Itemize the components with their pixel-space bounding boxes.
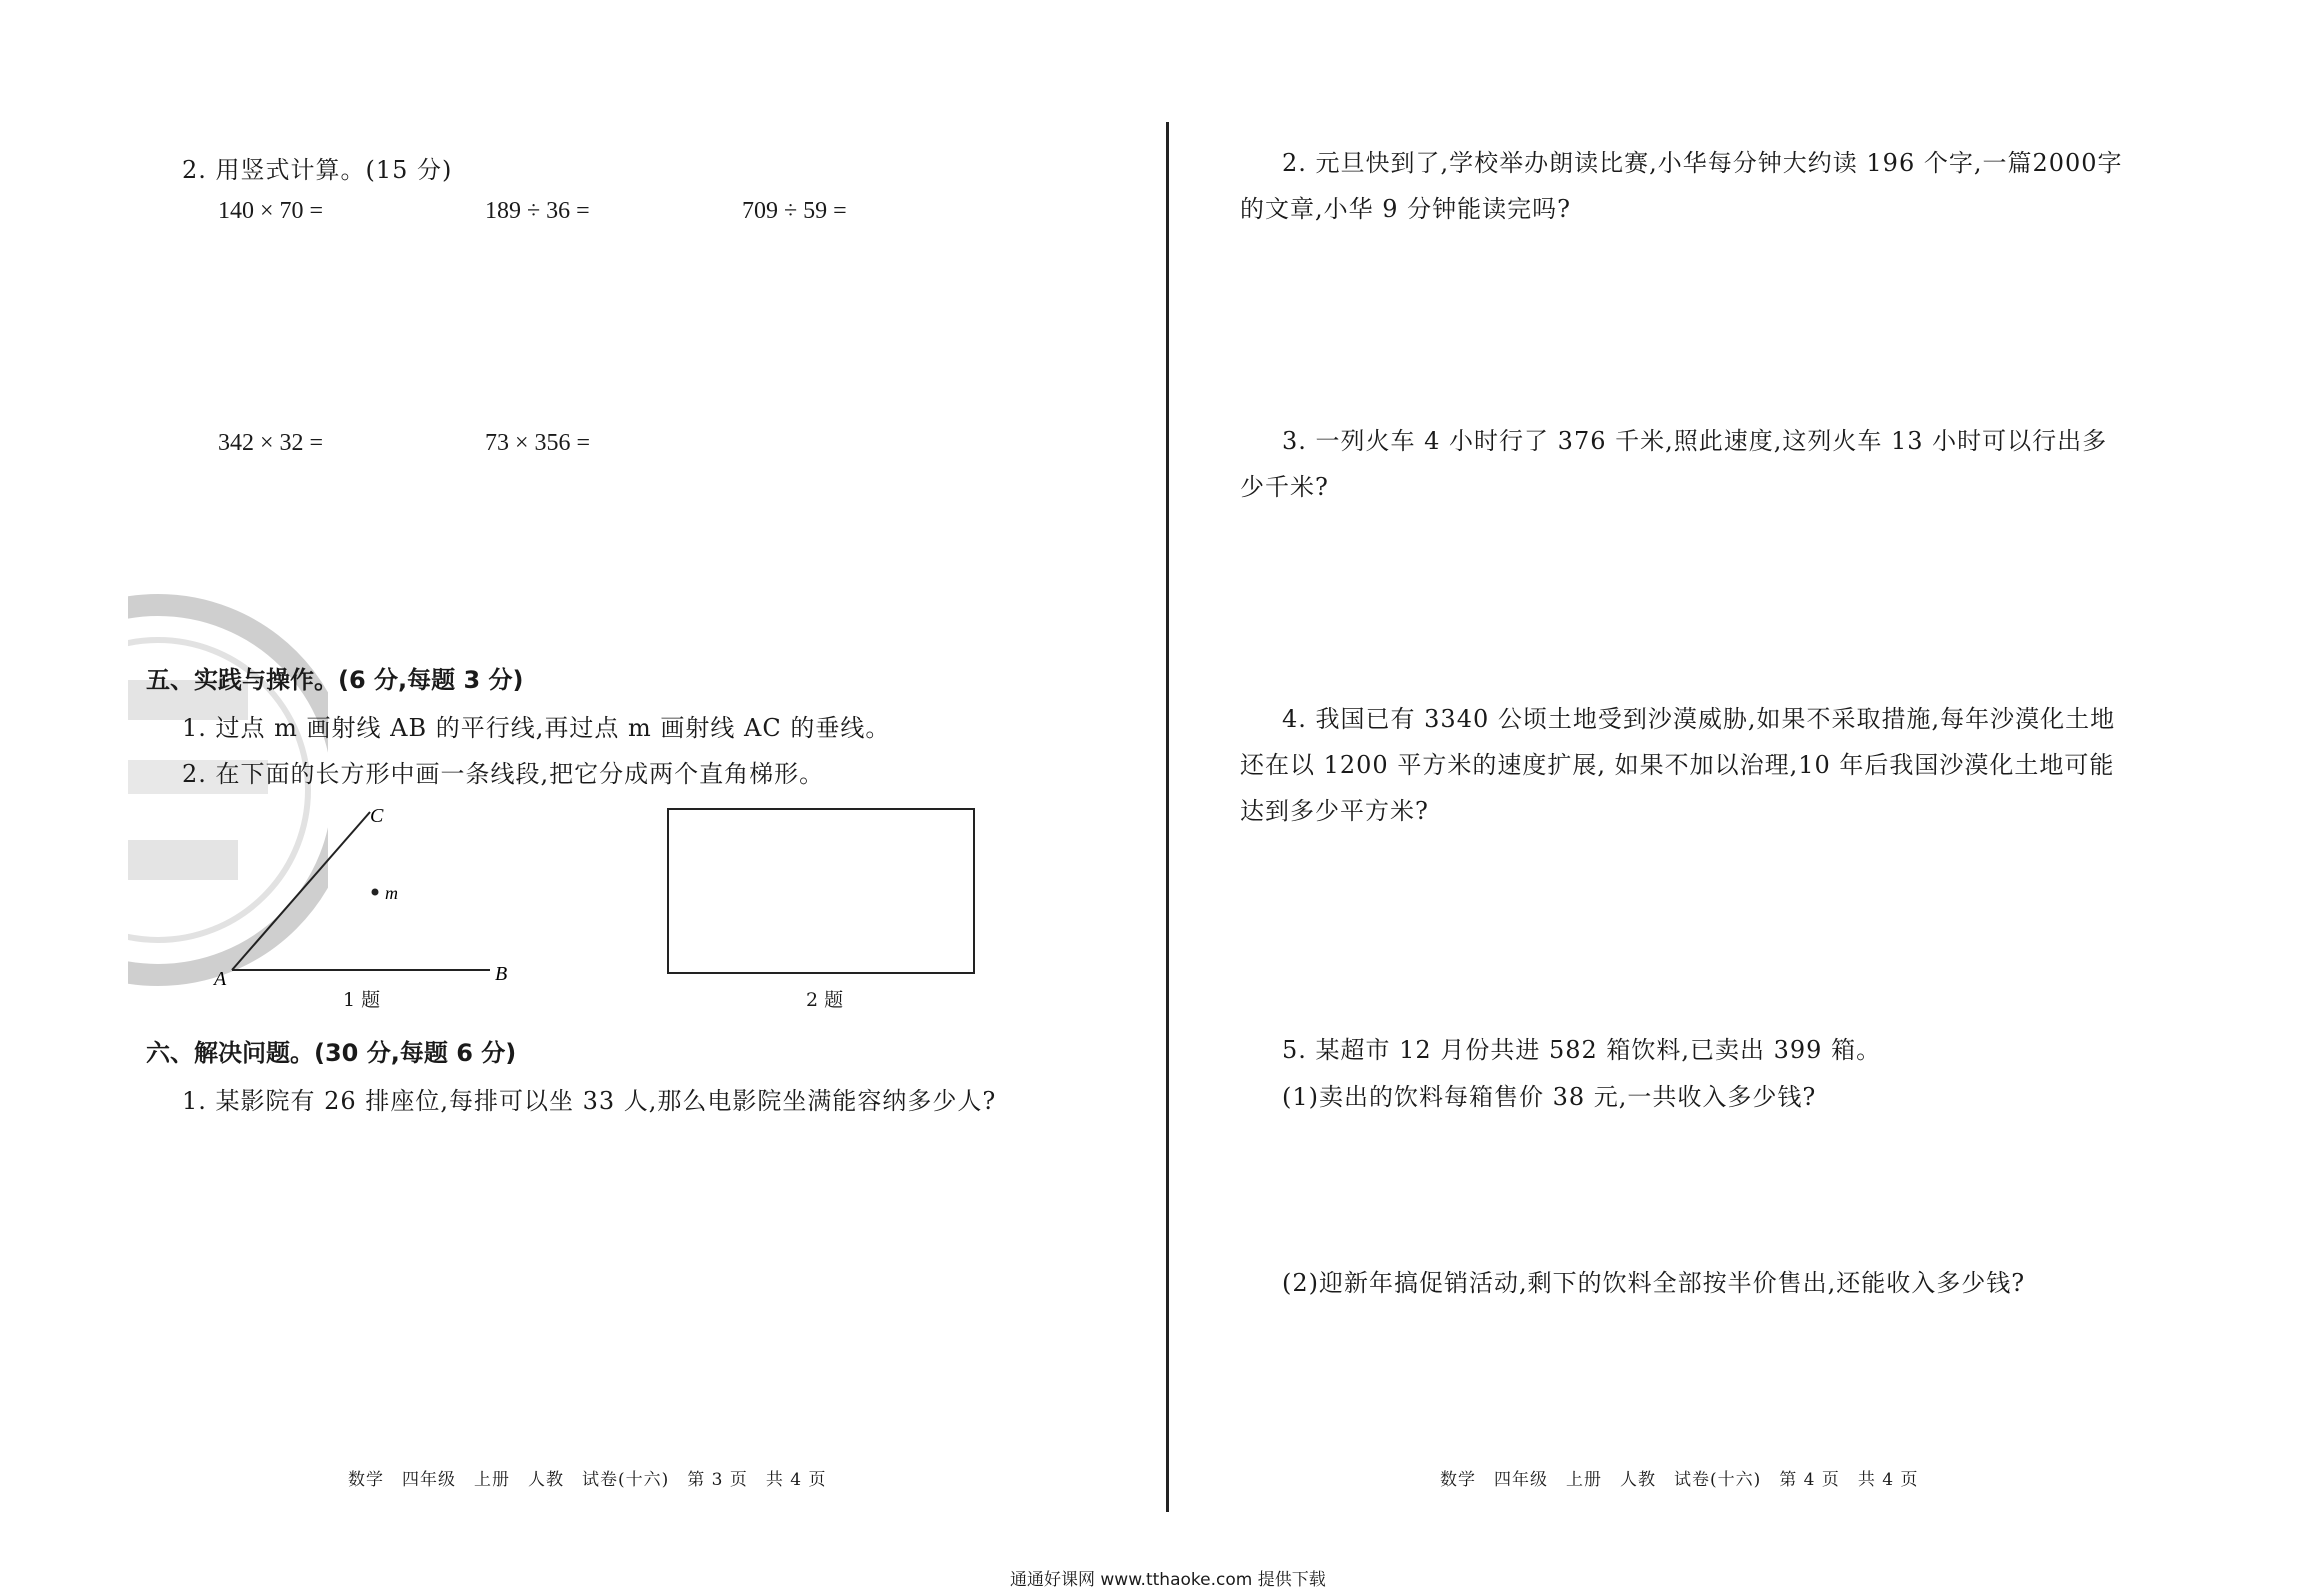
q2-reading: 2. 元旦快到了,学校举办朗读比赛,小华每分钟大约读 196 个字,一篇2000字的文章,小华 9 分钟能读完吗?	[1240, 149, 2123, 223]
q4-desert: 4. 我国已有 3340 公顷土地受到沙漠威胁,如果不采取措施,每年沙漠化土地还在以 1200 平方米的速度扩展, 如果不加以治理,10 年后我国沙漠化土地可能达到多少平方米?	[1240, 705, 2116, 825]
label-m: m	[385, 883, 398, 903]
s6-question-1: 1. 某影院有 26 排座位,每排可以坐 33 人,那么电影院坐满能容纳多少人?	[182, 1087, 997, 1115]
figure-2-caption: 2 题	[806, 989, 844, 1011]
point-m	[372, 889, 379, 896]
left-footer: 数学 四年级 上册 人教 试卷(十六) 第 3 页 共 4 页	[348, 1470, 827, 1490]
label-b: B	[495, 963, 508, 985]
calc-5: 73 × 356 =	[485, 430, 591, 456]
calc-1: 140 × 70 =	[218, 198, 324, 224]
calc-3: 709 ÷ 59 =	[742, 198, 847, 224]
q5-part2: (2)迎新年搞促销活动,剩下的饮料全部按半价售出,还能收入多少钱?	[1282, 1269, 2026, 1297]
calc-2: 189 ÷ 36 =	[485, 198, 590, 224]
s5-question-2: 2. 在下面的长方形中画一条线段,把它分成两个直角梯形。	[182, 760, 825, 788]
section5-title: 五、实践与操作。(6 分,每题 3 分)	[146, 666, 524, 694]
figure-1-caption: 1 题	[343, 989, 381, 1011]
right-footer: 数学 四年级 上册 人教 试卷(十六) 第 4 页 共 4 页	[1440, 1470, 1919, 1490]
q3-train: 3. 一列火车 4 小时行了 376 千米,照此速度,这列火车 13 小时可以行出多少千米?	[1240, 427, 2108, 501]
figure-2-rectangle	[667, 808, 975, 974]
label-a: A	[214, 968, 227, 990]
q5-part1: (1)卖出的饮料每箱售价 38 元,一共收入多少钱?	[1282, 1083, 1817, 1111]
ray-ac	[232, 812, 370, 970]
figure-1-angle	[210, 800, 530, 1010]
q2-title: 2. 用竖式计算。(15 分)	[182, 156, 453, 184]
q5-supermarket: 5. 某超市 12 月份共进 582 箱饮料,已卖出 399 箱。	[1282, 1036, 1882, 1064]
label-c: C	[370, 805, 384, 827]
download-note: 通通好课网 www.tthaoke.com 提供下载	[1010, 1570, 1326, 1590]
s5-question-1: 1. 过点 m 画射线 AB 的平行线,再过点 m 画射线 AC 的垂线。	[182, 714, 891, 742]
section6-title: 六、解决问题。(30 分,每题 6 分)	[146, 1039, 517, 1067]
page-divider	[1166, 122, 1169, 1512]
calc-4: 342 × 32 =	[218, 430, 324, 456]
